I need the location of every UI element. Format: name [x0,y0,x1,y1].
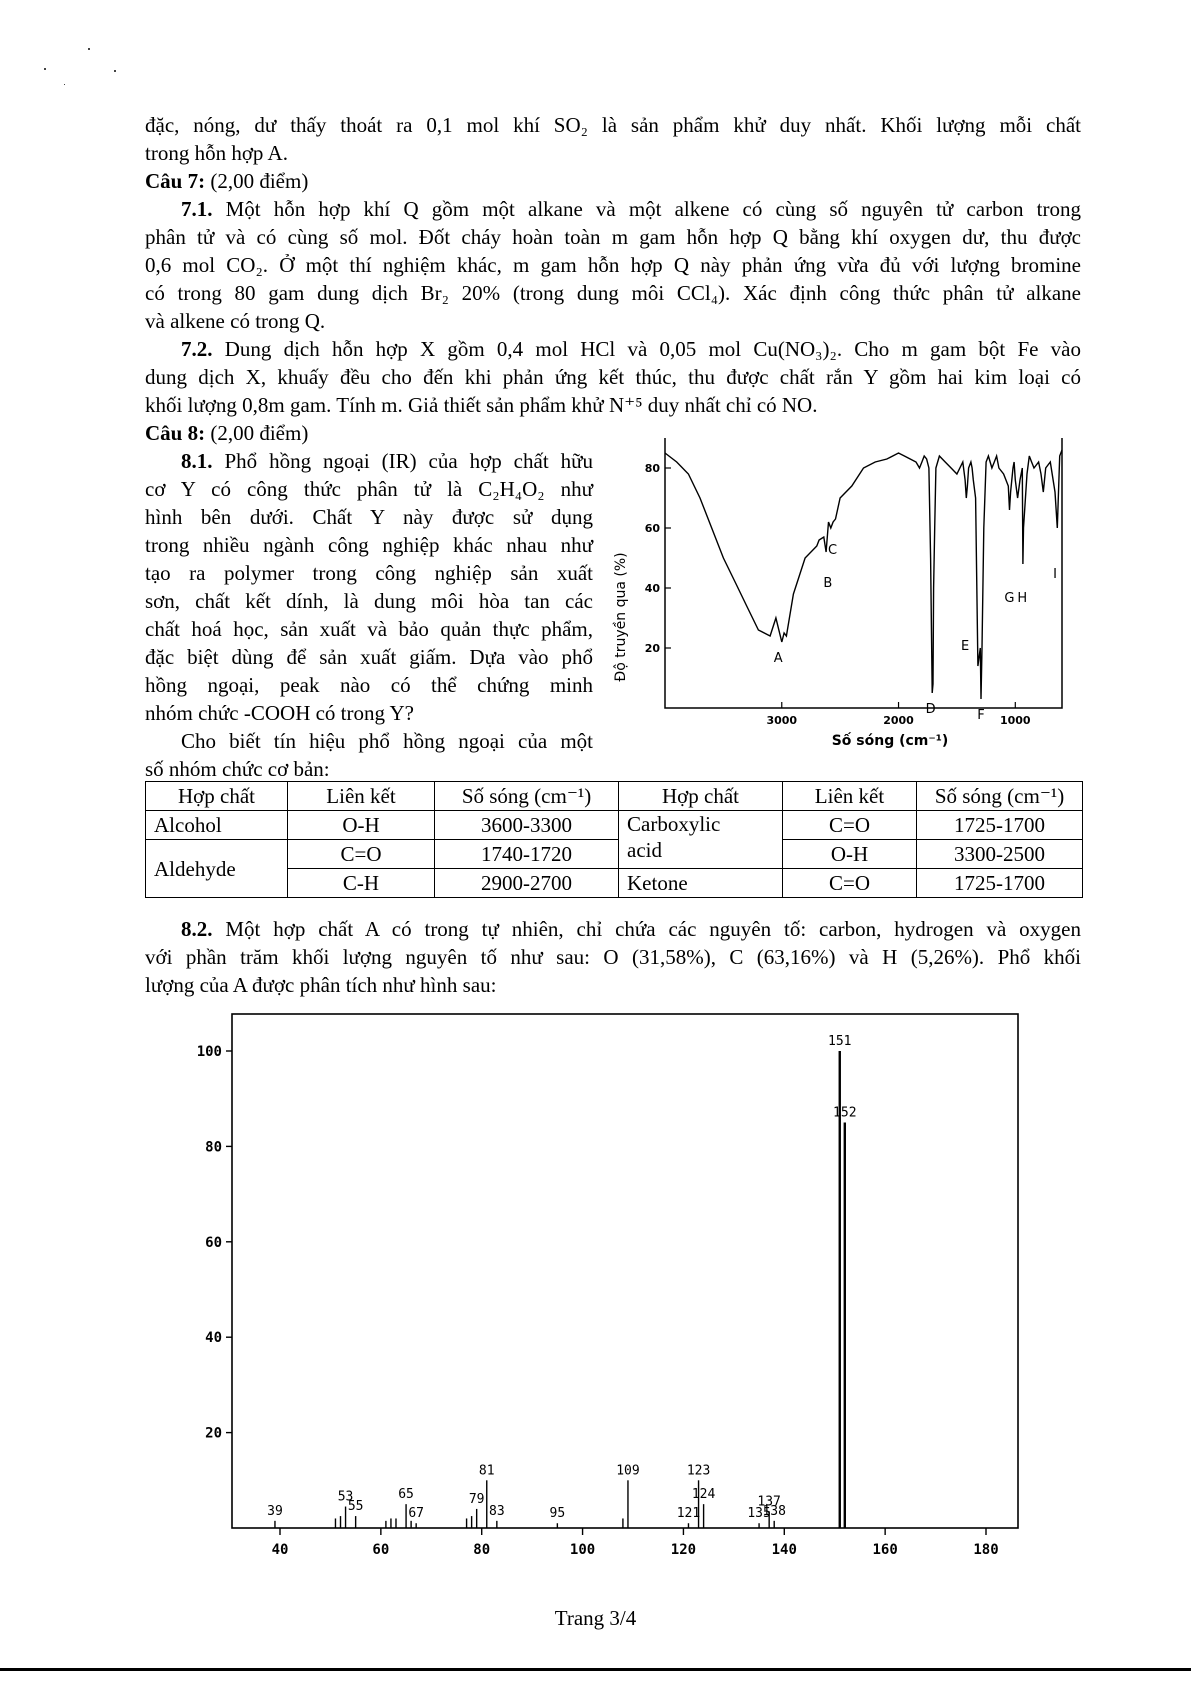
mass-spectrum-chart [180,1005,1040,1565]
ms-peak-label-152: 152 [833,1105,857,1121]
q8-1-line-7: chất hoá học, sản xuất và bảo quản thực phẩm, [145,617,593,641]
question-7-label: Câu 7: [145,169,206,193]
ir-x-axis-label: Số sóng (cm⁻¹) [831,733,949,749]
ms-peak-label-138: 138 [762,1503,786,1519]
ms-x-tick-label: 180 [973,1542,999,1558]
ir-spectrum-chart [600,425,1070,753]
ms-y-tick-label: 60 [205,1234,222,1251]
ms-x-tick-label: 80 [473,1542,491,1558]
q7-1-first-line: 7.1. Một hỗn hợp khí Q gồm một alkane và một alkene có cùng số nguyên tử carbon trong [181,197,1081,221]
cell-alcohol-bond: O-H [288,811,435,840]
cell-ketone-bond: C=O [783,869,917,898]
cell-ketone: Ketone [619,869,783,898]
question-7-points: (2,00 điểm) [205,169,309,193]
q8-1-number: 8.1. [181,449,213,473]
q8-2-line-3: lượng của A được phân tích như hình sau: [145,973,497,997]
q7-1-line-2: phân tử và có cùng số mol. Đốt cháy hoàn toàn m gam hỗn hợp Q bằng khí oxygen dư, thu được [145,225,1081,249]
q7-1-number: 7.1. [181,197,213,221]
q7-2-line-3: khối lượng 0,8m gam. Tính m. Giả thiết sản phẩm khử N⁺⁵ duy nhất chỉ có NO. [145,393,818,417]
ms-peak-label-81: 81 [478,1463,495,1479]
ms-x-tick-label: 120 [670,1542,697,1558]
ir-y-tick-label: 80 [644,462,660,475]
header-compound: Hợp chất [146,782,288,811]
q7-2-first-line: 7.2. Dung dịch hỗn hợp X gồm 0,4 mol HCl và 0,05 mol Cu(NO₃)₂. Cho m gam bột Fe vào [181,337,1081,361]
cell-ketone-range: 1725-1700 [917,869,1083,898]
q7-1-line-3: 0,6 mol CO₂. Ở một thí nghiệm khác, m gam hỗn hợp Q này phản ứng vừa đủ với lượng bromine [145,253,1081,277]
q8-1-line-4: trong nhiều ngành công nghiệp khác nhau như [145,533,593,557]
ir-x-tick-label: 2000 [883,714,914,727]
cell-carboxylic-bond-1: C=O [783,811,917,840]
cell-alcohol-range: 3600-3300 [435,811,619,840]
header-wavenumber-2: Số sóng (cm⁻¹) [917,782,1083,811]
ir-y-axis-label: Độ truyền qua (%) [613,552,629,682]
q8-1-line-8: đặc biệt dùng để sản xuất giấm. Dựa vào phổ [145,645,593,669]
ms-peak-label-95: 95 [549,1506,566,1522]
ir-transmittance-curve [665,450,1062,699]
ir-y-tick-label: 40 [644,582,660,595]
cell-aldehyde-bond-2: C-H [288,869,435,898]
page-bottom-rule [0,1668,1191,1671]
ir-peak-label-a: A [773,651,783,666]
ir-plot-frame [665,438,1062,708]
ir-peak-label-b: B [823,576,833,591]
intro-line-1: đặc, nóng, dư thấy thoát ra 0,1 mol khí SO₂ là sản phẩm khử duy nhất. Khối lượng mỗi chất [145,113,1081,137]
q8-1-line-2: cơ Y có công thức phân tử là C₂H₄O₂ như [145,477,593,501]
header-bond: Liên kết [288,782,435,811]
ir-peak-label-h: H [1017,591,1028,606]
table-row [146,840,1083,869]
ms-plot-frame [232,1014,1018,1528]
ms-peak-label-121: 121 [676,1506,701,1522]
ir-y-tick-label: 60 [644,522,660,535]
q8-2-line-2: với phần trăm khối lượng nguyên tố như sau: O (31,58%), C (63,16%) và H (5,26%). Phổ khối [145,945,1081,969]
ms-x-tick-label: 160 [872,1542,898,1558]
q8-table-intro-line-2: số nhóm chức cơ bản: [145,757,330,781]
header-compound-2: Hợp chất [619,782,783,811]
ms-peak-label-151: 151 [828,1034,852,1049]
table-row [146,811,1083,840]
cell-aldehyde-range-2: 2900-2700 [435,869,619,898]
ir-x-tick-label: 1000 [999,714,1031,727]
q8-table-intro-line-1: Cho biết tín hiệu phổ hồng ngoại của một [181,729,593,753]
ms-peak-label-67: 67 [408,1506,424,1522]
ms-peak-label-83: 83 [489,1503,505,1519]
ir-y-tick-label: 20 [644,642,660,655]
ms-y-tick-label: 100 [196,1044,222,1060]
cell-carboxylic-acid: Carboxylic acid [619,811,783,869]
cell-carboxylic-bond-2: O-H [783,840,917,869]
ir-peak-label-i: I [1053,567,1057,582]
q7-2-number: 7.2. [181,337,213,361]
q7-1-line-5: và alkene có trong Q. [145,309,326,333]
cell-aldehyde-range-1: 1740-1720 [435,840,619,869]
ms-y-tick-label: 20 [205,1425,222,1442]
q8-1-line-6: sơn, chất kết dính, là dung môi hòa tan các [145,589,593,613]
ms-peak-label-123: 123 [686,1463,711,1479]
ms-x-tick-label: 140 [771,1542,797,1558]
ir-reference-table [145,781,1083,898]
header-wavenumber: Số sóng (cm⁻¹) [435,782,619,811]
ms-peak-label-137: 137 [757,1494,781,1510]
question-8-label: Câu 8: [145,421,206,445]
ms-peak-label-124: 124 [691,1487,716,1503]
cell-aldehyde-bond-1: C=O [288,840,435,869]
ir-peak-label-e: E [960,639,970,654]
ms-y-tick-label: 80 [205,1139,222,1156]
ms-peak-label-65: 65 [398,1487,414,1503]
table-header-row [146,782,1083,811]
ms-x-tick-label: 40 [271,1542,289,1558]
q7-1-line-4: có trong 80 gam dung dịch Br₂ 20% (trong dung môi CCl₄). Xác định công thức phân tử alkane [145,281,1081,305]
ms-peak-label-53: 53 [337,1489,354,1505]
ms-x-tick-label: 60 [372,1542,390,1558]
cell-aldehyde: Aldehyde [146,840,288,898]
ms-peak-label-39: 39 [267,1503,283,1519]
ms-x-tick-label: 100 [569,1542,596,1558]
ir-peak-label-g: G [1004,591,1015,606]
cell-carboxylic-range-2: 3300-2500 [917,840,1083,869]
q8-1-line-10: nhóm chức -COOH có trong Y? [145,701,414,725]
ir-peak-label-d: D [925,702,936,717]
q8-2-first-line: 8.2. Một hợp chất A có trong tự nhiên, chỉ chứa các nguyên tố: carbon, hydrogen và oxygen [181,917,1081,941]
header-bond-2: Liên kết [783,782,917,811]
q8-1-first-line: 8.1. Phổ hồng ngoại (IR) của hợp chất hữu [181,449,593,473]
ms-peak-label-135: 135 [747,1506,771,1522]
q7-2-line-2: dung dịch X, khuấy đều cho đến khi phản ứng kết thúc, thu được chất rắn Y gồm hai kim loại có [145,365,1081,389]
page-number: Trang 3/4 [554,1606,637,1630]
ir-x-tick-label: 3000 [766,714,798,727]
question-7-heading [145,167,1081,195]
ir-peak-label-c: C [828,543,838,558]
q8-1-line-9: hồng ngoại, peak nào có thể chứng minh [145,673,593,697]
ms-peak-label-55: 55 [347,1499,364,1515]
question-8-points: (2,00 điểm) [205,421,309,445]
cell-carboxylic-range-1: 1725-1700 [917,811,1083,840]
q8-2-number: 8.2. [181,917,213,941]
q8-1-line-5: tạo ra polymer trong công nghiệp sản xuất [145,561,593,585]
ms-peak-label-109: 109 [616,1463,640,1479]
intro-line-2: trong hỗn hợp A. [145,141,288,165]
cell-alcohol: Alcohol [146,811,288,840]
ms-y-tick-label: 40 [205,1330,222,1347]
q8-1-line-3: hình bên dưới. Chất Y này được sử dụng [145,505,593,529]
ms-peak-label-79: 79 [468,1491,485,1507]
ir-peak-label-f: F [977,708,985,723]
